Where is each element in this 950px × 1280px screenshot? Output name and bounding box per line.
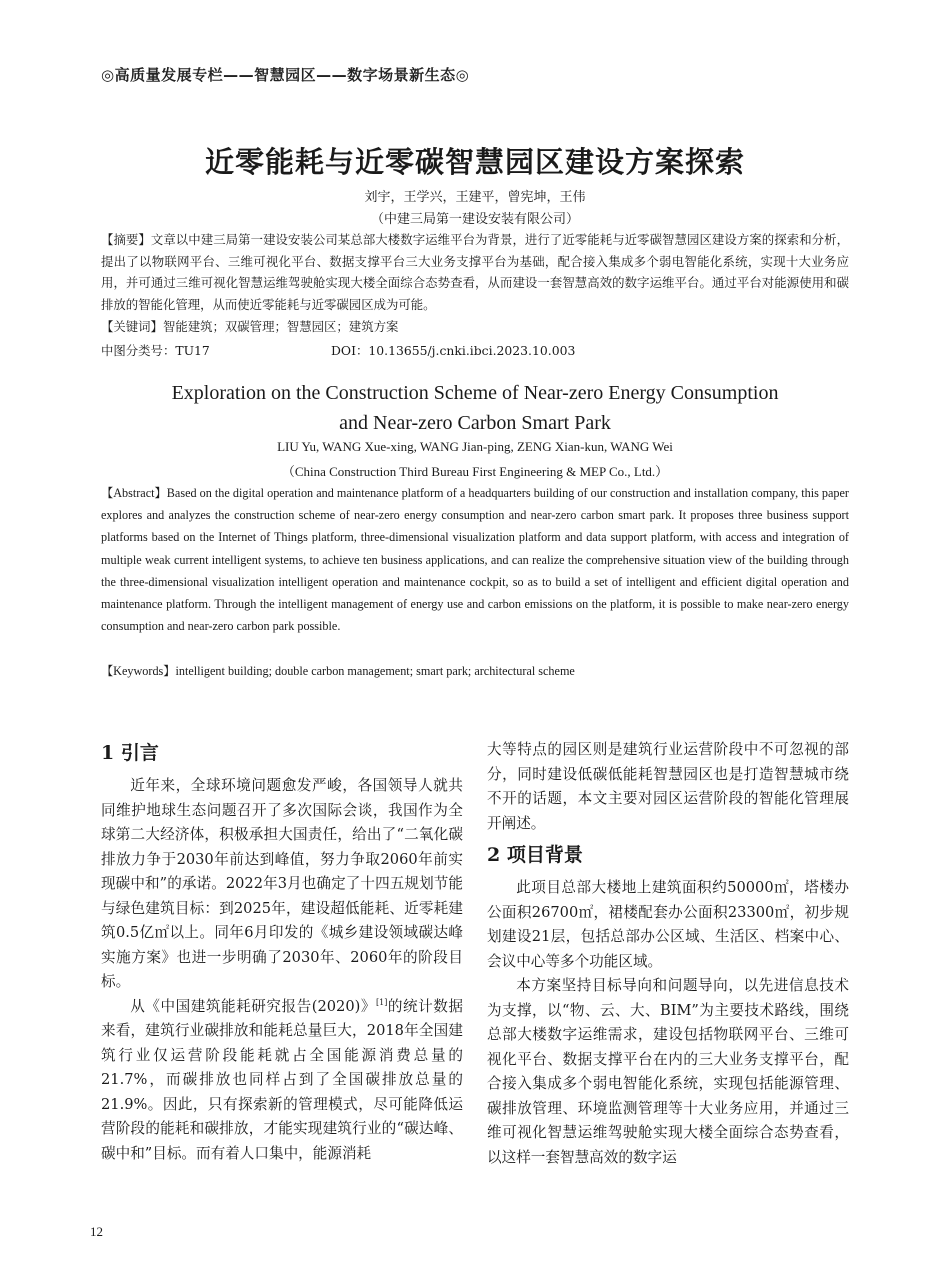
english-keywords-text: intelligent building; double carbon management; smart park; architectural scheme — [175, 664, 575, 678]
english-title-line-1: Exploration on the Construction Scheme of Near-zero Energy Consumption — [171, 382, 779, 404]
body-column-right — [487, 738, 849, 1170]
keywords-label: 【关键词】 — [101, 319, 163, 334]
page-number: 12 — [90, 1224, 103, 1239]
abstract-label: 【摘要】 — [101, 232, 151, 247]
section-1-paragraph-2 — [101, 995, 463, 1167]
english-abstract-text: Based on the digital operation and maintenance platform of a headquarters building of our construction and installation company, this paper explores and analyzes the construction scheme of near-zero energy consumption and near-zero carbon smart park. It proposes three business support platforms based on the Internet of Things platform, three-dimensional visualization platform and data support platform, with access and integration of multiple weak current intelligent systems, to achieve ten business applications, and can realize the comprehensive situation view of the building through the three-dimensional visualization intelligent operation and maintenance cockpit, so as to build a set of intelligent and efficient digital operation and maintenance platform. Through the intelligent management of energy use and carbon emissions on the platform, it is possible to make near-zero energy consumption and near-zero carbon park possible. — [101, 486, 849, 634]
english-authors: LIU Yu, WANG Xue-xing, WANG Jian-ping, ZENG Xian-kun, WANG Wei — [277, 439, 673, 454]
chinese-title: 近零能耗与近零碳智慧园区建设方案探索 — [204, 145, 745, 179]
english-keywords — [101, 660, 849, 682]
clc-number: 中图分类号：TU17 — [101, 343, 210, 358]
english-abstract — [101, 482, 849, 637]
keywords-text: 智能建筑；双碳管理；智慧园区；建筑方案 — [162, 319, 399, 334]
doi: DOI：10.13655/j.cnki.ibci.2023.10.003 — [331, 343, 576, 358]
english-title — [0, 378, 950, 438]
section-1-heading: 1 引言 — [101, 742, 159, 764]
english-affiliation: （China Construction Third Bureau First Engineering & MEP Co., Ltd.） — [281, 464, 669, 479]
section-1-paragraph-1: 近年来，全球环境问题愈发严峻，各国领导人就共同维护地球生态问题召开了多次国际会谈，我国作为全球第二大经济体，积极承担大国责任，给出了“二氧化碳排放力争于2030年前达到峰值，努力争取2060年前实现碳中和”的承诺。2022年3月也确定了十四五规划节能与绿色建筑目标：到2025年，建设超低能耗、近零耗建筑0.5亿㎡以上。同年6月印发的《城乡建设领域碳达峰实施方案》也进一步明确了2030年、2060年的阶段目标。 — [101, 777, 463, 990]
english-keywords-label: 【Keywords】 — [101, 664, 176, 678]
english-title-line-2: and Near-zero Carbon Smart Park — [339, 412, 611, 434]
section-2-paragraph-1: 此项目总部大楼地上建筑面积约50000㎡，塔楼办公面积26700㎡，裙楼配套办公面积23300㎡，初步规划建设21层，包括总部办公区域、生活区、档案中心、会议中心等多个功能区域。 — [487, 879, 849, 970]
paragraph-2-part-b: 的统计数据来看，建筑行业碳排放和能耗总量巨大，2018年全国建筑行业仅运营阶段能耗就占全国能源消费总量的21.7%，而碳排放也同样占到了全国碳排放总量的21.9%。因此，只有探索新的管理模式，尽可能降低运营阶段的能耗和碳排放，才能实现建筑行业的“碳达峰、碳中和”目标。而有着人口集中，能源消耗 — [101, 997, 463, 1162]
body-column-left — [101, 738, 463, 1166]
column-header: ◎高质量发展专栏——智慧园区——数字场景新生态◎ — [101, 66, 470, 84]
chinese-affiliation: （中建三局第一建设安装有限公司） — [370, 212, 579, 227]
section-1-paragraph-2-continued: 大等特点的园区则是建筑行业运营阶段中不可忽视的部分，同时建设低碳低能耗智慧园区也是打造智慧城市绕不开的话题，本文主要对园区运营阶段的智能化管理展开阐述。 — [487, 741, 849, 832]
classification-line — [101, 340, 849, 362]
english-abstract-label: 【Abstract】 — [101, 486, 167, 500]
abstract-text: 文章以中建三局第一建设安装公司某总部大楼数字运维平台为背景，进行了近零能耗与近零碳智慧园区建设方案的探索和分析，提出了以物联网平台、三维可视化平台、数据支撑平台三大业务支撑平台为基础，配合接入集成多个弱电智能化系统，实现十大业务应用，并可通过三维可视化智慧运维驾驶舱实现大楼全面综合态势查看，从而建设一套智慧高效的数字运维平台。通过平台对能源使用和碳排放的智能化管理，从而使近零能耗与近零碳园区成为可能。 — [101, 232, 850, 312]
section-2-paragraph-2: 本方案坚持目标导向和问题导向，以先进信息技术为支撑，以“物、云、大、BIM”为主要技术路线，围绕总部大楼数字运维需求，建设包括物联网平台、三维可视化平台、数据支撑平台在内的三大业务支撑平台，配合接入集成多个弱电智能化系统，实现包括能源管理、碳排放管理、环境监测管理等十大业务应用，并通过三维可视化智慧运维驾驶舱实现大楼全面综合态势查看，以这样一套智慧高效的数字运 — [487, 977, 849, 1166]
chinese-authors: 刘宇，王学兴，王建平，曾宪坤，王伟 — [364, 190, 586, 205]
chinese-abstract — [101, 229, 849, 315]
paragraph-2-part-a: 从《中国建筑能耗研究报告(2020)》 — [130, 997, 376, 1015]
citation-ref-1[interactable]: [1] — [375, 997, 388, 1007]
section-2-heading: 2 项目背景 — [487, 844, 583, 866]
chinese-keywords — [101, 316, 849, 338]
